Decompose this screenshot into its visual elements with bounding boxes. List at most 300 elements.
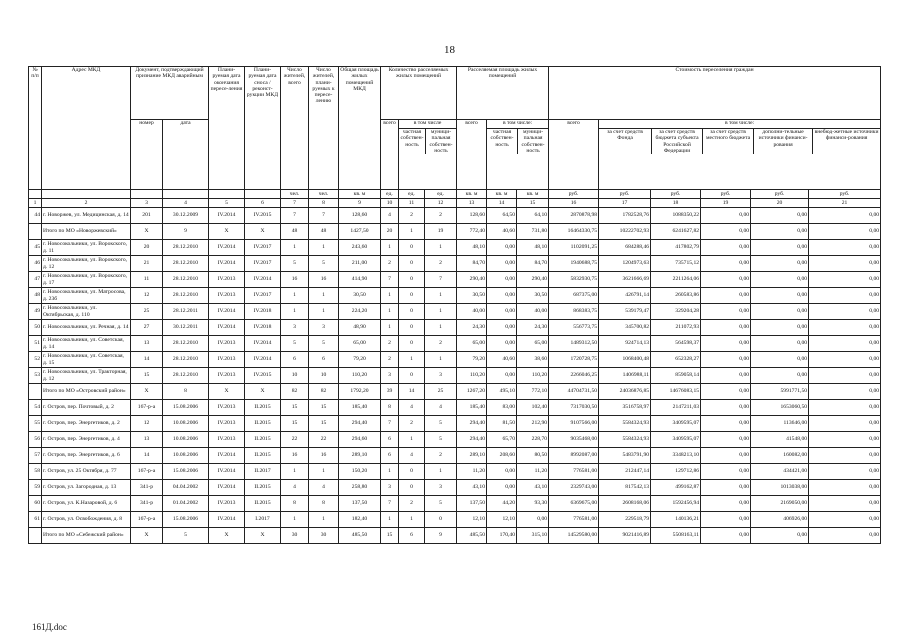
table-cell: 0 (399, 240, 425, 256)
table-cell: 137,50 (457, 496, 487, 512)
table-cell: 182,40 (339, 512, 381, 528)
table-cell: 30 (309, 528, 339, 544)
table-cell: 5 (309, 336, 339, 352)
table-cell: 1068400,48 (599, 352, 651, 368)
table-cell: 16 (309, 448, 339, 464)
table-cell: 128,60 (457, 208, 487, 224)
table-cell: 40,60 (487, 352, 517, 368)
table-cell: 0,00 (809, 448, 881, 464)
table-cell: 1267,20 (457, 384, 487, 400)
table-cell: IV.2014 (209, 448, 245, 464)
table-cell: 2 (399, 208, 425, 224)
table-cell: 60 (29, 496, 42, 512)
table-cell: 9 (425, 528, 457, 544)
table-cell: 7 (425, 272, 457, 288)
table-cell: 24,30 (457, 320, 487, 336)
table-cell: 0,00 (487, 368, 517, 384)
unit-cell: кв. м (339, 190, 381, 199)
table-cell: 0,00 (809, 240, 881, 256)
table-cell: 1 (381, 320, 399, 336)
unit-cell: руб. (701, 190, 751, 199)
table-cell: 341-р (131, 480, 163, 496)
unit-cell: чел. (309, 190, 339, 199)
column-number: 15 (517, 199, 549, 208)
table-cell: 28.12.2010 (163, 256, 209, 272)
table-cell: 15 (281, 400, 309, 416)
table-cell: 6369675,00 (549, 496, 599, 512)
header-address: Адрес МКД (42, 67, 131, 190)
column-number: 17 (599, 199, 651, 208)
table-cell: X (131, 224, 163, 240)
unit-cell: чел. (281, 190, 309, 199)
table-cell: 19 (425, 224, 457, 240)
table-cell: 294,40 (457, 432, 487, 448)
table-cell: II.2015 (245, 496, 281, 512)
table-cell: 140136,21 (651, 512, 701, 528)
table-cell (29, 224, 42, 240)
table-cell: 10.08.2006 (163, 432, 209, 448)
table-cell: 1592456,94 (651, 496, 701, 512)
table-cell: 1792,20 (339, 384, 381, 400)
table-cell: 48,10 (517, 240, 549, 256)
table-cell: 10 (309, 368, 339, 384)
table-cell: IV.2014 (245, 272, 281, 288)
table-cell: 258,80 (339, 480, 381, 496)
table-cell: 485,50 (457, 528, 487, 544)
table-cell: 1 (309, 240, 339, 256)
table-cell: 1406988,11 (599, 368, 651, 384)
table-cell: 14529580,00 (549, 528, 599, 544)
table-cell: 44,20 (487, 496, 517, 512)
table-cell: 30,50 (339, 288, 381, 304)
table-cell: 1 (399, 432, 425, 448)
table-cell: 13 (131, 336, 163, 352)
table-cell (29, 528, 42, 544)
table-cell: 0,00 (701, 352, 751, 368)
table-cell: 485,50 (339, 528, 381, 544)
table-cell: IV.2014 (209, 480, 245, 496)
address-cell: г. Новосокольники, ул. Тракторная, д. 12 (42, 368, 131, 384)
table-cell: 15 (131, 368, 163, 384)
table-cell: 2211264,06 (651, 272, 701, 288)
address-cell: г. Новосокольники, ул. Октябрьская, д. 110 (42, 304, 131, 320)
table-cell: 150,20 (339, 464, 381, 480)
table-cell: 2 (425, 448, 457, 464)
table-cell: 0,00 (809, 416, 881, 432)
table-cell: 1489312,50 (549, 336, 599, 352)
table-cell: 0,00 (809, 336, 881, 352)
table-cell: II.2017 (245, 464, 281, 480)
table-cell: 167-р-а (131, 512, 163, 528)
table-cell: 315,10 (517, 528, 549, 544)
table-cell: 684288,46 (599, 240, 651, 256)
address-cell: г. Новосокольники, ул. Ворокского, д. 11 (42, 240, 131, 256)
table-cell: 495,10 (487, 384, 517, 400)
table-cell: 5 (425, 416, 457, 432)
table-cell: 2266046,25 (549, 368, 599, 384)
table-cell: 345700,82 (599, 320, 651, 336)
table-cell: 50 (29, 320, 42, 336)
column-number: 3 (131, 199, 163, 208)
unit-cell: ед. (399, 190, 425, 199)
unit-cell: руб. (651, 190, 701, 199)
table-cell: IV.2015 (245, 208, 281, 224)
table-cell: 0,00 (487, 288, 517, 304)
table-cell: 30.12.2009 (163, 208, 209, 224)
table-cell: IV.2018 (245, 304, 281, 320)
table-cell: IV.2017 (245, 240, 281, 256)
table-cell: 817542,13 (599, 480, 651, 496)
table-cell: 0 (399, 336, 425, 352)
table-cell: 2 (381, 256, 399, 272)
table-cell: 0,00 (809, 400, 881, 416)
table-cell (29, 384, 42, 400)
table-cell: 14 (399, 384, 425, 400)
table-cell: 0,00 (751, 288, 809, 304)
table-cell: 329204,28 (651, 304, 701, 320)
table-cell: 1 (425, 240, 457, 256)
table-cell: 0,00 (809, 480, 881, 496)
table-cell: 40,60 (487, 224, 517, 240)
table-cell: II.2015 (245, 400, 281, 416)
header-total-area: Общая площадь жилых помещений МКД (339, 67, 381, 190)
table-cell: 1 (309, 304, 339, 320)
table-cell: 4 (399, 448, 425, 464)
table-cell: 0 (399, 288, 425, 304)
column-number: 11 (399, 199, 425, 208)
table-cell: 5584324,93 (599, 432, 651, 448)
table-cell: 0,00 (487, 304, 517, 320)
table-cell: 79,20 (339, 352, 381, 368)
table-cell: 9107566,00 (549, 416, 599, 432)
table-cell: 772,40 (457, 224, 487, 240)
address-cell: Итого по МО «Себежский район» (42, 528, 131, 544)
header-cost-total: всего (549, 120, 599, 190)
table-cell: 15.08.2006 (163, 400, 209, 416)
header-cost-fund: за счет средств Фонда (599, 129, 652, 154)
column-number: 10 (381, 199, 399, 208)
column-number: 16 (549, 199, 599, 208)
table-cell: 3 (281, 320, 309, 336)
address-cell: г. Остров, пер. Энергетиков, д. 4 (42, 432, 131, 448)
table-cell: 1 (381, 304, 399, 320)
table-cell: 208,60 (487, 448, 517, 464)
table-cell: 0 (399, 464, 425, 480)
table-cell: 1204973,63 (599, 256, 651, 272)
table-cell: 3 (381, 480, 399, 496)
table-cell: 1 (281, 304, 309, 320)
table-cell: 185,40 (457, 400, 487, 416)
table-cell: 30,50 (517, 288, 549, 304)
table-cell: IV.2015 (245, 368, 281, 384)
table-cell: 7 (281, 208, 309, 224)
table-cell: 12 (131, 288, 163, 304)
table-cell: 5 (309, 256, 339, 272)
table-cell: 2 (381, 352, 399, 368)
table-cell: 0,00 (701, 512, 751, 528)
table-cell: 0,00 (701, 224, 751, 240)
table-cell: 260583,86 (651, 288, 701, 304)
table-cell: 53 (29, 368, 42, 384)
table-cell: 0,00 (809, 432, 881, 448)
table-cell: 0,00 (809, 272, 881, 288)
table-cell: 1 (281, 240, 309, 256)
page-number: 18 (444, 44, 455, 56)
table-cell: 228,70 (517, 432, 549, 448)
header-area-private: частная собствен-ность (487, 129, 518, 154)
address-cell: г. Новоржев, ул. Медицинская, д. 14 (42, 208, 131, 224)
address-cell: г. Остров, ул. К.Назаровой, д. 6 (42, 496, 131, 512)
table-cell: 167-р-а (131, 464, 163, 480)
header-document: Документ, подтверждающий признание МКД аварийным (131, 67, 209, 120)
table-row (29, 208, 881, 224)
table-row (29, 448, 881, 464)
table-cell: 2 (425, 336, 457, 352)
table-cell: 0,00 (809, 368, 881, 384)
table-cell: 1 (381, 464, 399, 480)
table-cell: 9035468,00 (549, 432, 599, 448)
table-cell: 28.12.2010 (163, 352, 209, 368)
table-cell: 0,00 (809, 256, 881, 272)
table-cell: 859058,14 (651, 368, 701, 384)
header-cost-regional: за счет средств бюджета субъекта Российской Федерации (652, 129, 703, 154)
unit-cell: руб. (751, 190, 809, 199)
table-cell: 776581,00 (549, 464, 599, 480)
address-cell: г. Новосокольники, ул. Советская, д. 14 (42, 336, 131, 352)
table-cell: 28.12.2010 (163, 240, 209, 256)
table-cell: 84,70 (457, 256, 487, 272)
table-cell: 0,00 (701, 240, 751, 256)
table-cell: 59 (29, 480, 42, 496)
total-row (29, 224, 881, 240)
table-cell: 28.12.2010 (163, 272, 209, 288)
table-cell: II.2015 (245, 432, 281, 448)
table-cell: 14 (131, 352, 163, 368)
table-cell: IV.2013 (209, 288, 245, 304)
table-cell: 9 (163, 224, 209, 240)
table-cell: 5508163,11 (651, 528, 701, 544)
table-cell: 93,30 (517, 496, 549, 512)
table-cell: 294,40 (457, 416, 487, 432)
table-cell: 406926,00 (751, 512, 809, 528)
table-cell: 1653060,50 (751, 400, 809, 416)
table-cell: 731,80 (517, 224, 549, 240)
address-cell: г. Остров, ул. Освобождения, д. 8 (42, 512, 131, 528)
table-cell: 22 (309, 432, 339, 448)
table-cell: 294,60 (339, 432, 381, 448)
table-row (29, 352, 881, 368)
table-cell: 499162,87 (651, 480, 701, 496)
table-cell: 0,00 (701, 272, 751, 288)
table-cell: IV.2013 (209, 272, 245, 288)
table-cell: 294,40 (339, 416, 381, 432)
table-cell: 0,00 (487, 480, 517, 496)
total-row (29, 528, 881, 544)
address-cell: г. Новосокольники, ул. Ворокского, д. 17 (42, 272, 131, 288)
table-cell: 6241627,82 (651, 224, 701, 240)
table-cell: 81,50 (487, 416, 517, 432)
table-cell: 772,10 (517, 384, 549, 400)
address-cell: г. Остров, пер. Энергетиков, д. 6 (42, 448, 131, 464)
table-cell: 28.12.2010 (163, 336, 209, 352)
table-cell: 24,30 (517, 320, 549, 336)
table-cell: 9021416,89 (599, 528, 651, 544)
header-area-total: всего (457, 120, 487, 190)
unit-cell: кв. м (457, 190, 487, 199)
table-cell: 110,20 (457, 368, 487, 384)
table-cell: 3621666,69 (599, 272, 651, 288)
table-cell: 20 (131, 240, 163, 256)
table-cell: 160082,00 (751, 448, 809, 464)
table-cell: 0,00 (751, 240, 809, 256)
table-cell: X (209, 528, 245, 544)
column-number: 6 (245, 199, 281, 208)
column-number: 9 (339, 199, 381, 208)
table-cell: 0,00 (751, 224, 809, 240)
table-row (29, 464, 881, 480)
table-cell: 10.08.2006 (163, 416, 209, 432)
table-cell: 0 (399, 368, 425, 384)
table-cell: 687375,00 (549, 288, 599, 304)
unit-cell: кв. м (517, 190, 549, 199)
table-cell: IV.2013 (209, 368, 245, 384)
table-cell: 16 (281, 272, 309, 288)
table-cell: 2329743,00 (549, 480, 599, 496)
table-cell: 15 (309, 416, 339, 432)
table-cell: IV.2014 (209, 464, 245, 480)
table-cell: 25 (425, 384, 457, 400)
table-cell: 0,00 (701, 288, 751, 304)
table-cell: 0,00 (751, 256, 809, 272)
table-cell: 137,50 (339, 496, 381, 512)
table-cell: IV.2013 (209, 352, 245, 368)
table-cell: 15.08.2006 (163, 464, 209, 480)
table-cell: 10222702,93 (599, 224, 651, 240)
table-cell: 0,00 (809, 352, 881, 368)
table-cell: 426791,14 (599, 288, 651, 304)
table-cell: IV.2014 (209, 320, 245, 336)
table-cell: 2 (399, 496, 425, 512)
table-cell: 8 (163, 384, 209, 400)
unit-cell: ед. (425, 190, 457, 199)
total-row (29, 384, 881, 400)
table-row (29, 336, 881, 352)
table-cell: 7 (381, 416, 399, 432)
table-row (29, 240, 881, 256)
table-cell: 1 (425, 464, 457, 480)
table-cell: 224,20 (339, 304, 381, 320)
table-cell: 52 (29, 352, 42, 368)
table-cell: 4 (281, 480, 309, 496)
header-area-resettled: Расселяемая площадь жилых помещений (457, 67, 549, 120)
address-cell: г. Остров, ул. 25 Октября, д. 77 (42, 464, 131, 480)
resettlement-table (28, 66, 881, 544)
table-cell: 38,60 (517, 352, 549, 368)
column-number: 4 (163, 199, 209, 208)
table-cell: 0,00 (809, 208, 881, 224)
table-cell: 5 (425, 496, 457, 512)
table-cell: 2870878,98 (549, 208, 599, 224)
table-row (29, 512, 881, 528)
table-cell: 12,10 (487, 512, 517, 528)
table-cell: 1 (425, 288, 457, 304)
table-cell: 16464330,75 (549, 224, 599, 240)
table-cell: 83,00 (487, 400, 517, 416)
table-cell: 8 (381, 400, 399, 416)
table-cell: 3409595,07 (651, 416, 701, 432)
column-number: 7 (281, 199, 309, 208)
table-cell: 55 (29, 416, 42, 432)
table-cell: 0,00 (751, 272, 809, 288)
table-cell: 48,10 (457, 240, 487, 256)
table-cell: II.2015 (245, 448, 281, 464)
table-cell: 564598,37 (651, 336, 701, 352)
table-cell: 290,40 (517, 272, 549, 288)
table-cell: 1 (425, 320, 457, 336)
table-cell: 0 (399, 304, 425, 320)
table-cell: 6 (309, 352, 339, 368)
table-cell: 1 (309, 512, 339, 528)
table-cell: 1 (399, 352, 425, 368)
table-cell: 10 (281, 368, 309, 384)
header-cost: Стоимость переселения граждан (549, 67, 881, 120)
table-cell: 0,00 (751, 368, 809, 384)
table-cell: 0,00 (809, 224, 881, 240)
table-cell: IV.2014 (245, 352, 281, 368)
table-cell: 11 (131, 272, 163, 288)
header-doc-number: номер (131, 120, 163, 190)
table-cell: 20 (381, 224, 399, 240)
unit-cell: ед. (381, 190, 399, 199)
table-cell: 185,40 (339, 400, 381, 416)
table-cell: 3 (309, 320, 339, 336)
table-cell: IV.2014 (209, 208, 245, 224)
table-cell: 1427,50 (339, 224, 381, 240)
table-cell: 1 (309, 464, 339, 480)
table-cell: IV.2014 (209, 512, 245, 528)
table-cell: 5 (281, 256, 309, 272)
table-cell: 0,00 (487, 336, 517, 352)
footer-filename: 161Д.doc (32, 622, 67, 632)
header-units-subgroup: в том числе (399, 120, 456, 129)
header-demolition-date: Плани-руемая дата сноса / реконст-рукции МКД (245, 67, 281, 190)
table-cell: 0,00 (487, 240, 517, 256)
table-cell: 0,00 (701, 256, 751, 272)
table-cell: 48,90 (339, 320, 381, 336)
table-cell: IV.2014 (245, 336, 281, 352)
header-resettle-date: Плани-руемая дата окончания пересе-ления (209, 67, 245, 190)
table-cell: 48 (281, 224, 309, 240)
table-cell: 22 (281, 432, 309, 448)
table-cell: 212,90 (517, 416, 549, 432)
table-cell: 110,20 (339, 368, 381, 384)
table-row (29, 256, 881, 272)
table-cell: 2 (381, 336, 399, 352)
table-cell: 41548,00 (751, 432, 809, 448)
table-cell: 5991771,50 (751, 384, 809, 400)
header-units-private: частная собствен-ность (399, 129, 426, 154)
table-cell: 12,10 (457, 512, 487, 528)
table-cell: 212447,14 (599, 464, 651, 480)
table-cell: 290,40 (457, 272, 487, 288)
table-row (29, 368, 881, 384)
table-cell: 01.04.2002 (163, 496, 209, 512)
unit-cell: руб. (549, 190, 599, 199)
table-cell: 14676083,15 (651, 384, 701, 400)
table-cell: 1 (399, 512, 425, 528)
table-cell: 110,20 (517, 368, 549, 384)
table-cell: 3409595,07 (651, 432, 701, 448)
